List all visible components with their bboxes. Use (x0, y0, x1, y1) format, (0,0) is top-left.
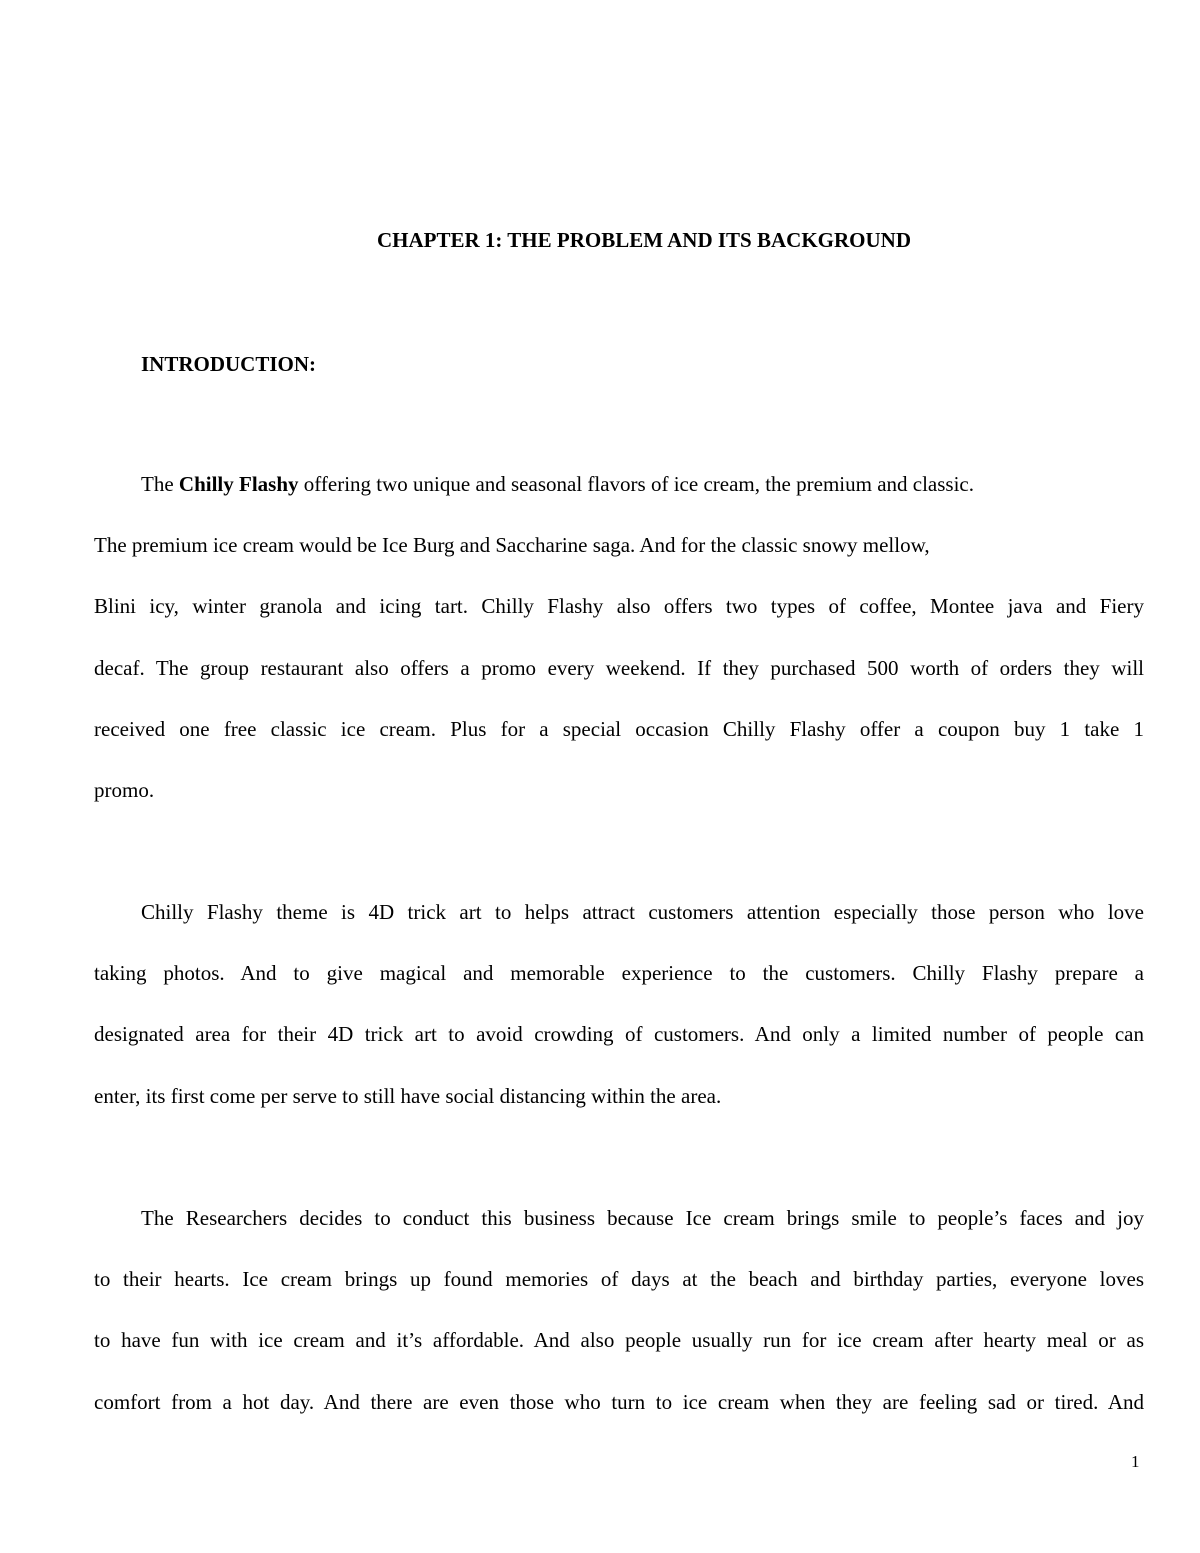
paragraph-line: The premium ice cream would be Ice Burg and Saccharine saga. And for the classic snowy mellow, (94, 533, 930, 558)
paragraph-line: Blini icy, winter granola and icing tart. Chilly Flashy also offers two types of coffee, Montee java and Fiery (94, 594, 1144, 619)
paragraph-line: enter, its first come per serve to still have social distancing within the area. (94, 1083, 722, 1108)
brand-name: Chilly Flashy (178, 472, 299, 496)
paragraph-line: Chilly Flashy theme is 4D trick art to helps attract customers attention especially those person who love (141, 900, 1144, 924)
paragraph-line: promo. (94, 777, 155, 802)
paragraph-line: received one free classic ice cream. Plus for a special occasion Chilly Flashy offer a coupon buy 1 take 1 (94, 716, 1144, 741)
paragraph-line: taking photos. And to give magical and memorable experience to the customers. Chilly Flashy prepare a (94, 961, 1144, 986)
chapter-title: CHAPTER 1: THE PROBLEM AND ITS BACKGROUND (376, 228, 911, 252)
paragraph-line: decaf. The group restaurant also offers a promo every weekend. If they purchased 500 worth of orders they will (94, 655, 1144, 680)
paragraph-line: comfort from a hot day. And there are even those who turn to ice cream when they are feeling sad or tired. And (94, 1389, 1144, 1414)
paragraph-introduction-2 (94, 882, 1144, 1127)
paragraph-line: designated area for their 4D trick art to avoid crowding of customers. And only a limited number of people can (94, 1022, 1144, 1047)
page-number: 1 (1131, 1452, 1140, 1471)
paragraph-line (94, 454, 1144, 515)
section-heading: INTRODUCTION: (141, 352, 317, 376)
paragraph-introduction-1 (94, 454, 1144, 821)
paragraph-introduction-3 (94, 1188, 1144, 1433)
text-run: The (141, 472, 179, 496)
paragraph-line: to their hearts. Ice cream brings up found memories of days at the beach and birthday parties, everyone loves (94, 1267, 1144, 1292)
text-run: offering two unique and seasonal flavors of ice cream, the premium and classic. (298, 472, 974, 496)
paragraph-line: to have fun with ice cream and it’s affordable. And also people usually run for ice cream after hearty meal or as (94, 1328, 1144, 1353)
paragraph-line: The Researchers decides to conduct this business because Ice cream brings smile to people’s faces and joy (141, 1206, 1144, 1230)
